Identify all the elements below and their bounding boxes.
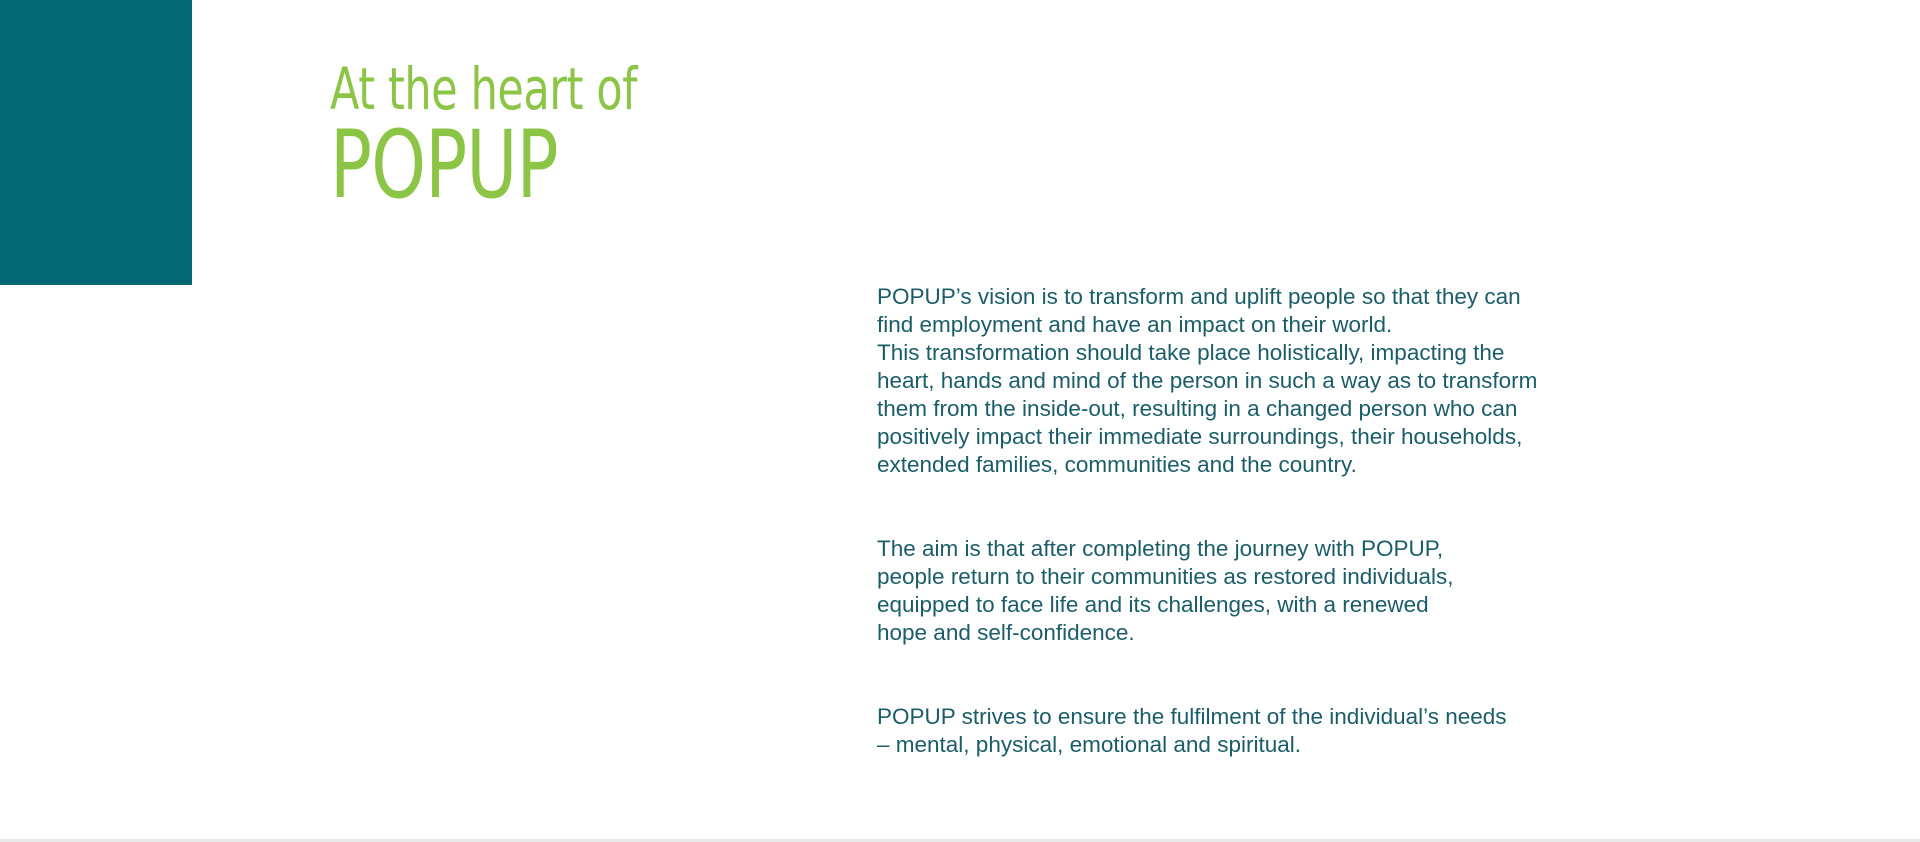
text-line: – mental, physical, emotional and spiritual. bbox=[877, 732, 1301, 757]
paragraph-aim bbox=[877, 535, 1637, 647]
text-line: extended families, communities and the country. bbox=[877, 452, 1357, 477]
text-line: hope and self-confidence. bbox=[877, 620, 1135, 645]
text-line: The aim is that after completing the journey with POPUP, bbox=[877, 536, 1444, 561]
title-line-1: At the heart of bbox=[330, 55, 638, 123]
text-line: positively impact their immediate surroundings, their households, bbox=[877, 424, 1523, 449]
decorative-teal-block bbox=[0, 0, 192, 285]
body-text bbox=[877, 283, 1637, 759]
title-line-2: POPUP bbox=[330, 111, 558, 220]
text-line: heart, hands and mind of the person in such a way as to transform bbox=[877, 368, 1538, 393]
text-line: POPUP strives to ensure the fulfilment of the individual’s needs bbox=[877, 704, 1507, 729]
text-line: POPUP’s vision is to transform and uplift people so that they can bbox=[877, 284, 1521, 309]
paragraph-needs bbox=[877, 703, 1637, 759]
text-line: equipped to face life and its challenges, with a renewed bbox=[877, 592, 1429, 617]
page-title bbox=[330, 55, 638, 220]
text-line: find employment and have an impact on their world. bbox=[877, 312, 1393, 337]
text-line: them from the inside-out, resulting in a changed person who can bbox=[877, 396, 1518, 421]
paragraph-vision bbox=[877, 283, 1637, 479]
text-line: This transformation should take place holistically, impacting the bbox=[877, 340, 1505, 365]
text-line: people return to their communities as restored individuals, bbox=[877, 564, 1454, 589]
